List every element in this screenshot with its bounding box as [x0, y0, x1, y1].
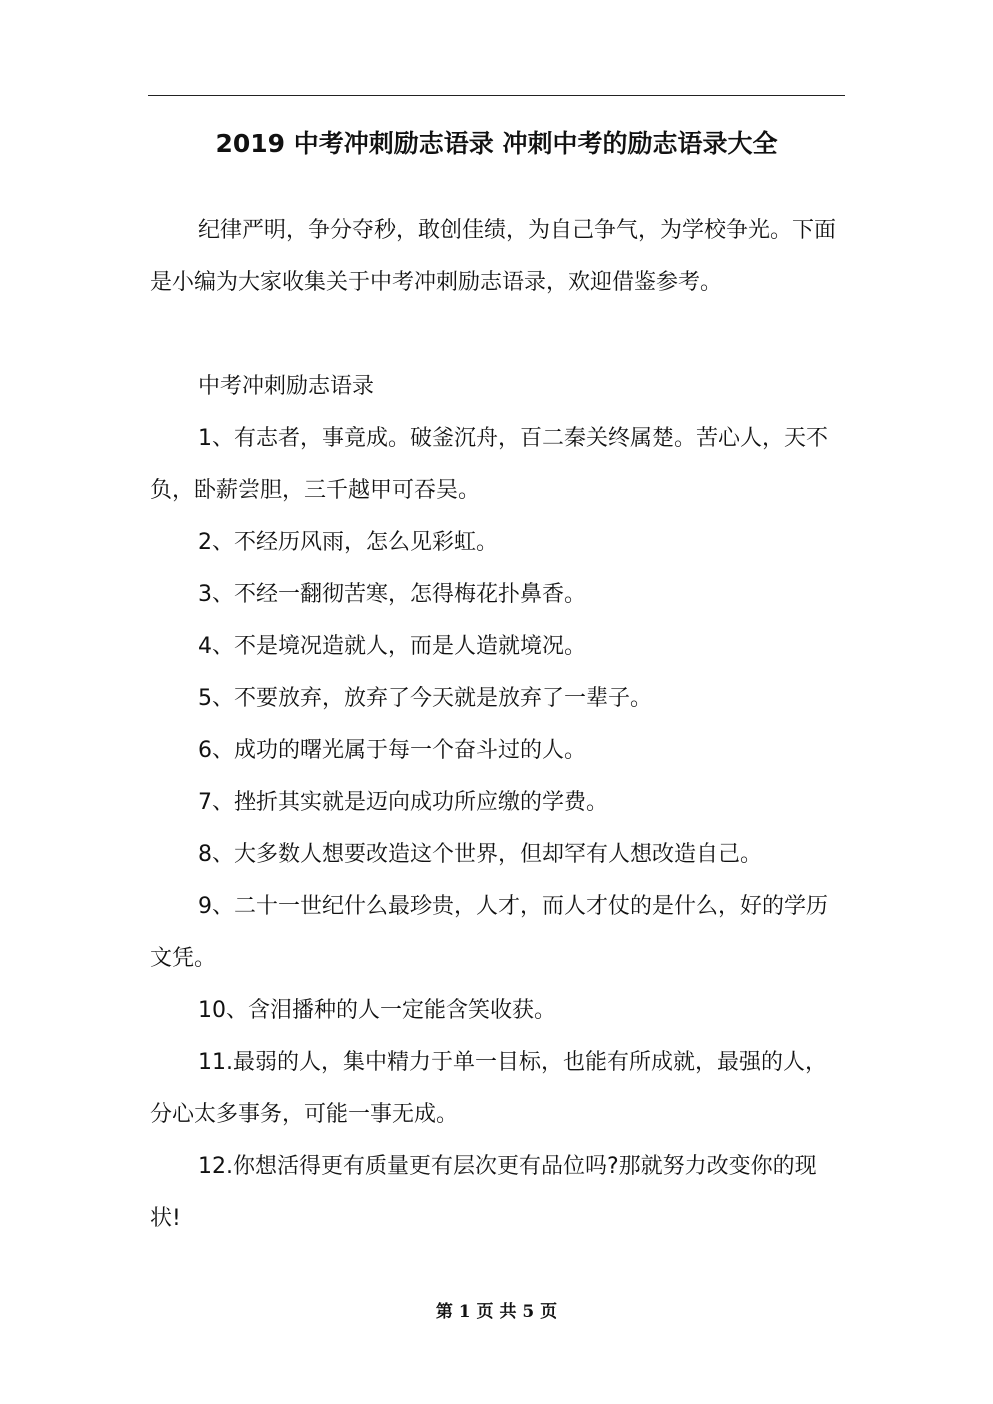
- list-item: 11.最弱的人，集中精力于单一目标，也能有所成就，最强的人，分心太多事务，可能一事无成。: [150, 1050, 827, 1127]
- header-rule: [148, 95, 845, 96]
- page-number: 第 1 页 共 5 页: [435, 1302, 558, 1322]
- document-title: 2019 中考冲刺励志语录 冲刺中考的励志语录大全: [215, 129, 778, 158]
- section-heading: 中考冲刺励志语录: [198, 374, 375, 399]
- list-item: 5、不要放弃，放弃了今天就是放弃了一辈子。: [198, 686, 652, 711]
- intro-paragraph: 纪律严明，争分夺秒，敢创佳绩，为自己争气，为学校争光。下面是小编为大家收集关于中考冲刺励志语录，欢迎借鉴参考。: [150, 218, 837, 295]
- list-item: 6、成功的曙光属于每一个奋斗过的人。: [198, 738, 586, 763]
- list-item: 9、二十一世纪什么最珍贵，人才，而人才仗的是什么，好的学历文凭。: [150, 894, 828, 971]
- list-item: 10、含泪播种的人一定能含笑收获。: [198, 998, 556, 1023]
- list-item: 1、有志者，事竟成。破釜沉舟，百二秦关终属楚。苦心人，天不负，卧薪尝胆，三千越甲可吞吴。: [150, 426, 828, 503]
- list-item: 4、不是境况造就人，而是人造就境况。: [198, 634, 586, 659]
- list-item: 8、大多数人想要改造这个世界，但却罕有人想改造自己。: [198, 842, 762, 867]
- list-item: 2、不经历风雨，怎么见彩虹。: [198, 530, 498, 555]
- document-body: [150, 205, 847, 1245]
- list-item: 7、挫折其实就是迈向成功所应缴的学费。: [198, 790, 608, 815]
- list-item: 12.你想活得更有质量更有层次更有品位吗?那就努力改变你的现状!: [150, 1154, 817, 1231]
- blank-line: [150, 309, 847, 361]
- list-item: 3、不经一翻彻苦寒，怎得梅花扑鼻香。: [198, 582, 586, 607]
